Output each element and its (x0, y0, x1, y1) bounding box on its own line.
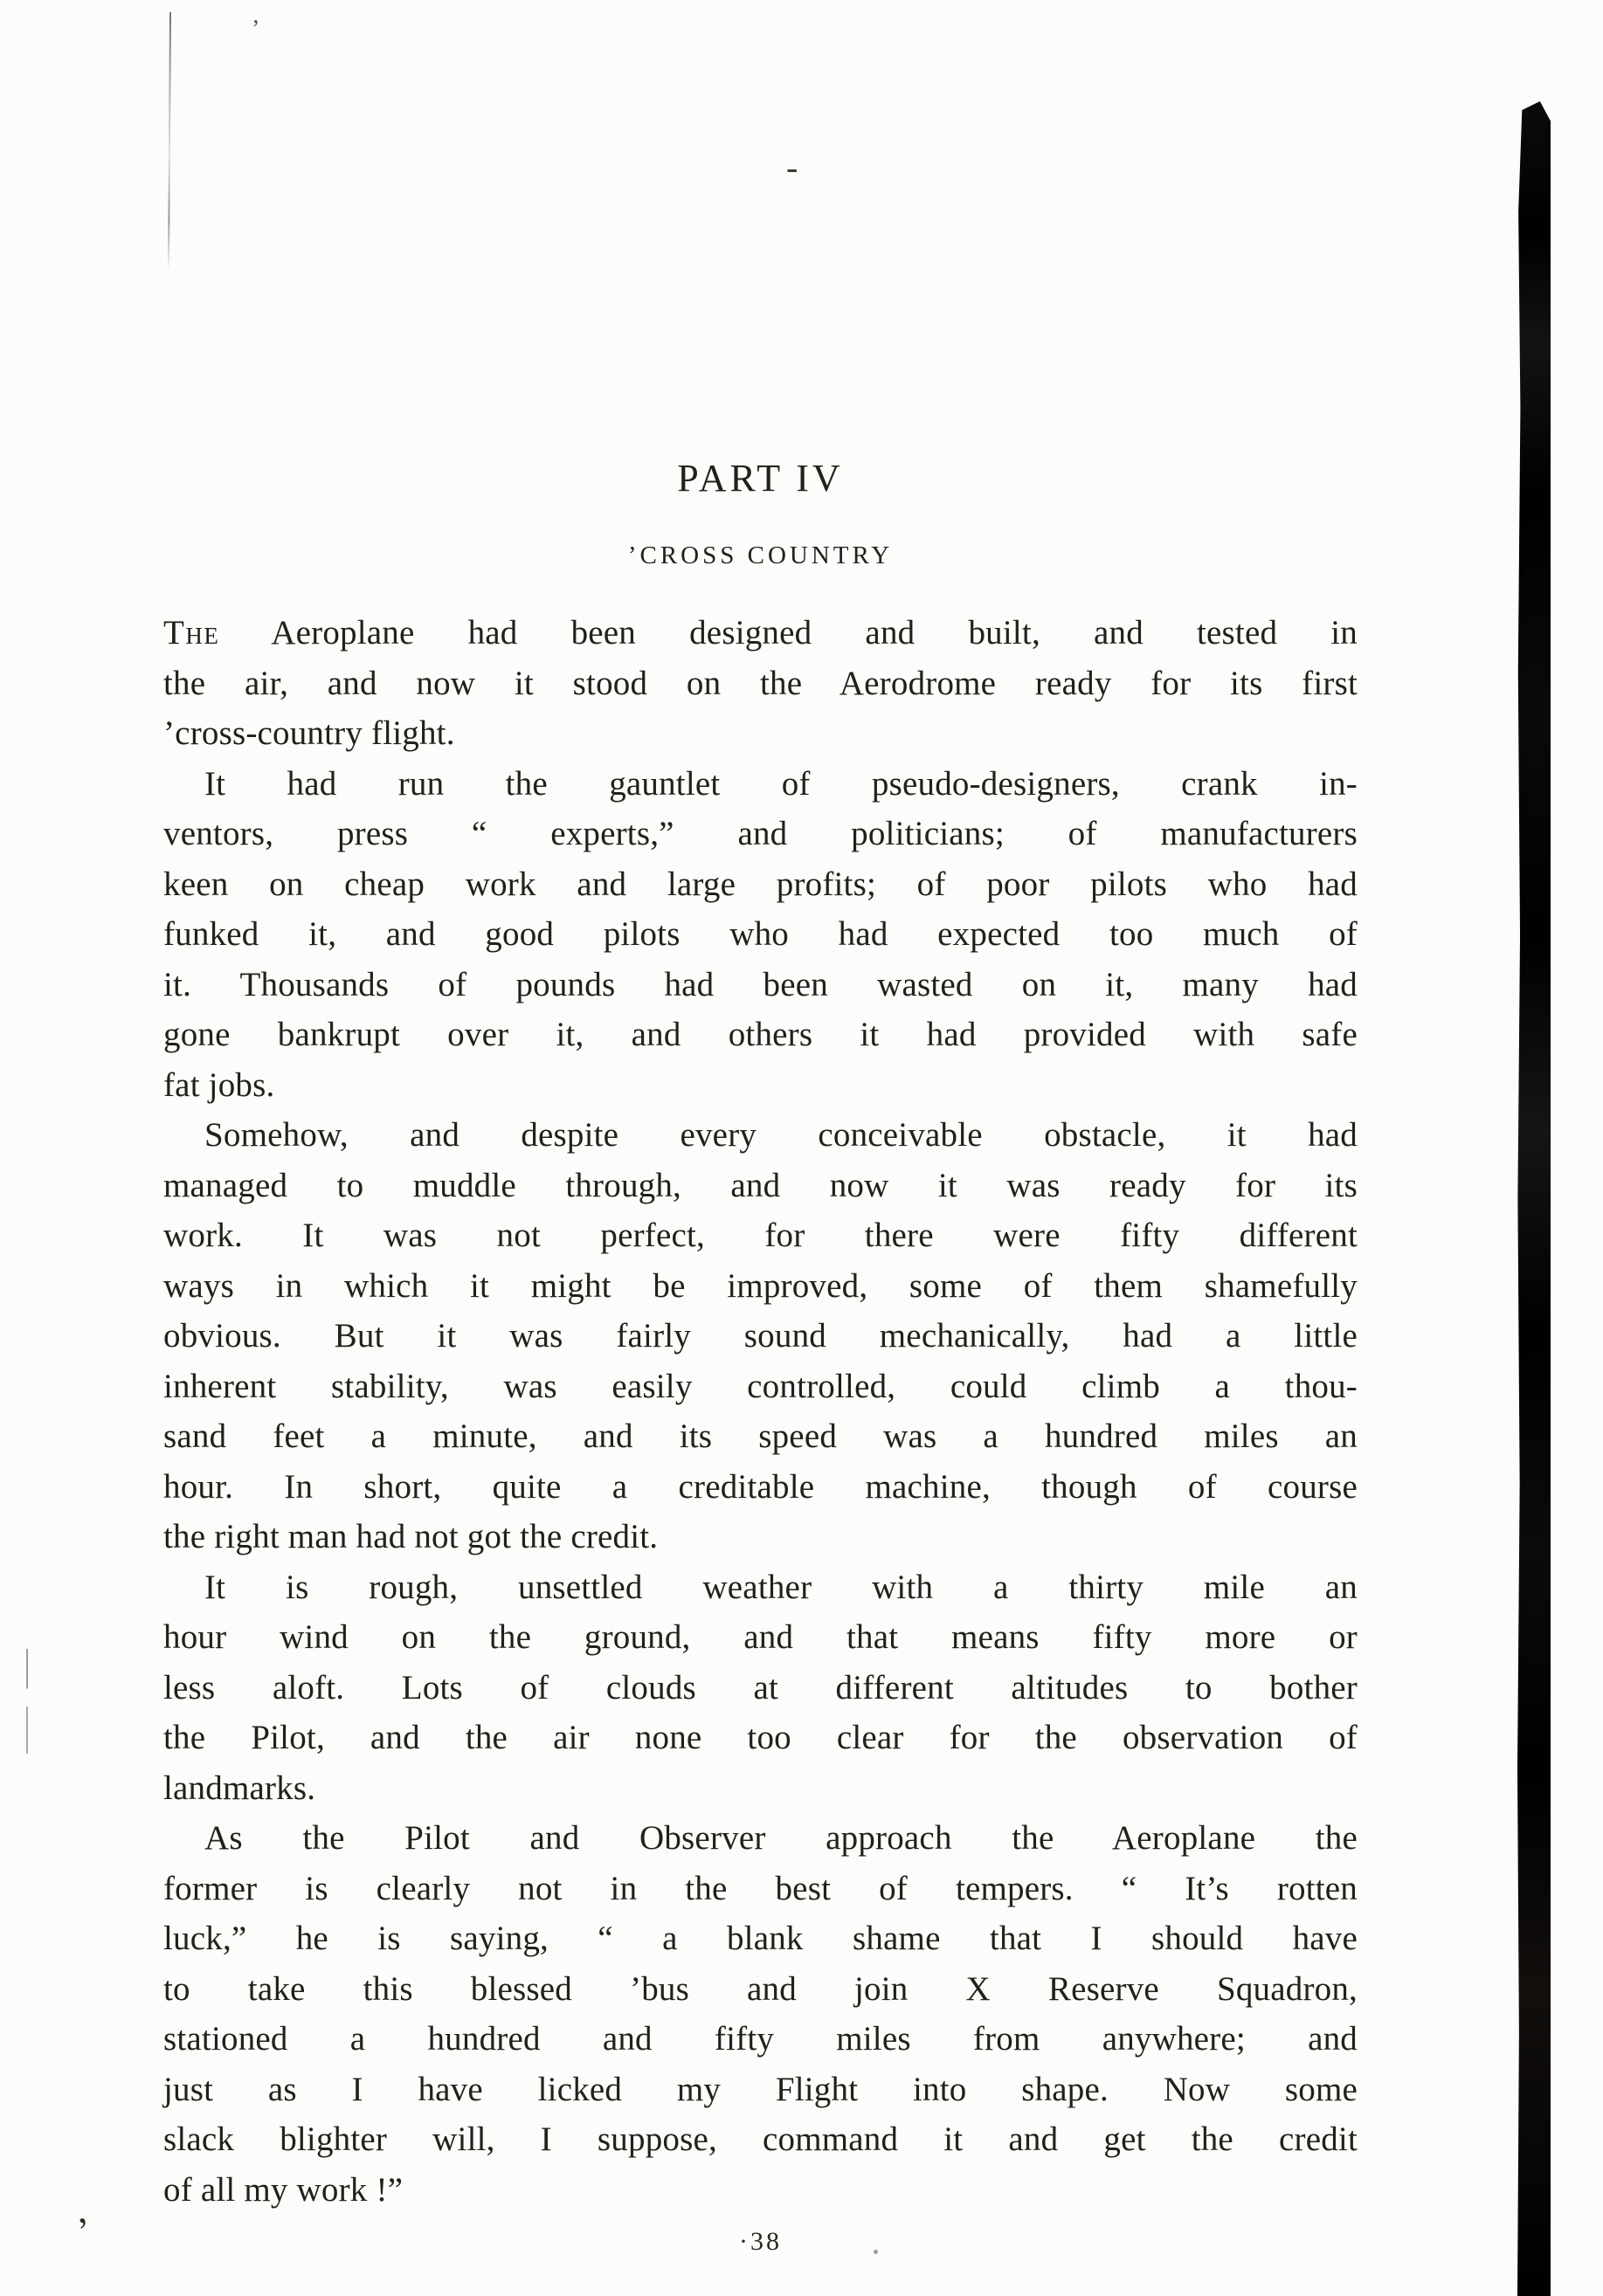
text-line: slack blighter will, I suppose, command it and get the credit (163, 2120, 1358, 2158)
text-line: ventors, press “ experts,” and politicians; of manufacturers (163, 815, 1358, 852)
text-line: luck,” he is saying, “ a blank shame that I should have (163, 1920, 1358, 1957)
text-line: stationed a hundred and fifty miles from anywhere; and (163, 2020, 1358, 2058)
text-line: it. Thousands of pounds had been wasted on it, many had (163, 965, 1358, 1003)
text-body (163, 608, 1358, 2215)
text-line: gone bankrupt over it, and others it had provided with safe (163, 1016, 1358, 1053)
text-line: The Aeroplane had been designed and built, and tested in (163, 614, 1358, 652)
text-line: to take this blessed ’bus and join X Reserve Squadron, (163, 1969, 1358, 2008)
text-line: obvious. But it was fairly sound mechanically, had a little (163, 1317, 1358, 1355)
scan-artifact-dot (874, 2250, 878, 2254)
scan-artifact-tick: ʼ (252, 16, 260, 43)
text-line: ’cross-country flight. (163, 714, 455, 752)
text-line: It is rough, unsettled weather with a thirty mile an (204, 1568, 1358, 1606)
text-line: fat jobs. (163, 1065, 275, 1104)
text-line: As the Pilot and Observer approach the Aeroplane the (204, 1819, 1358, 1857)
paragraph (163, 1813, 1358, 2215)
text-line: keen on cheap work and large profits; of poor pilots who had (163, 865, 1358, 903)
paragraph (163, 608, 1358, 759)
text-line: former is clearly not in the best of tempers. “ It’s rotten (163, 1869, 1358, 1907)
text-line: work. It was not perfect, for there were fifty different (163, 1217, 1358, 1254)
page-number: ·38 (739, 2227, 782, 2256)
text-line: less aloft. Lots of clouds at different altitudes to bother (163, 1668, 1358, 1706)
text-line: the Pilot, and the air none too clear for the observation of (163, 1719, 1358, 1756)
text-line: hour wind on the ground, and that means fifty more or (163, 1618, 1358, 1656)
small-caps-lead: The (163, 614, 220, 652)
text-line: the air, and now it stood on the Aerodrome ready for its first (163, 664, 1358, 702)
text-line: landmarks. (163, 1769, 316, 1807)
paragraph (163, 1110, 1358, 1562)
scan-artifact-dash: - (786, 148, 798, 187)
text-line: hour. In short, quite a creditable machine, though of course (163, 1467, 1358, 1506)
text-line: managed to muddle through, and now it was ready for its (163, 1166, 1358, 1204)
text-line: funked it, and good pilots who had expected too much of (163, 915, 1358, 953)
chapter-subheading: ’CROSS COUNTRY (627, 541, 894, 569)
part-heading: PART IV (677, 457, 844, 500)
text-line: sand feet a minute, and its speed was a hundred miles an (163, 1417, 1358, 1455)
scan-artifact-comma: , (70, 2188, 90, 2232)
scan-artifact-vertical-line (168, 12, 171, 271)
scan-gutter-shadow (1517, 101, 1551, 2296)
text-line: just as I have licked my Flight into shape. Now some (163, 2070, 1358, 2108)
text-line: ways in which it might be improved, some of them shamefully (163, 1266, 1358, 1305)
paragraph (163, 1562, 1358, 1814)
text-line: Somehow, and despite every conceivable obstacle, it had (204, 1116, 1358, 1154)
paragraph (163, 759, 1358, 1111)
text-line: inherent stability, was easily controlled, could climb a thou- (163, 1367, 1358, 1405)
text-line: of all my work !” (163, 2170, 404, 2209)
scan-artifact-margin-line (26, 1649, 28, 1754)
text-line: the right man had not got the credit. (163, 1518, 659, 1555)
text-line: It had run the gauntlet of pseudo-designers, crank in- (204, 764, 1358, 803)
